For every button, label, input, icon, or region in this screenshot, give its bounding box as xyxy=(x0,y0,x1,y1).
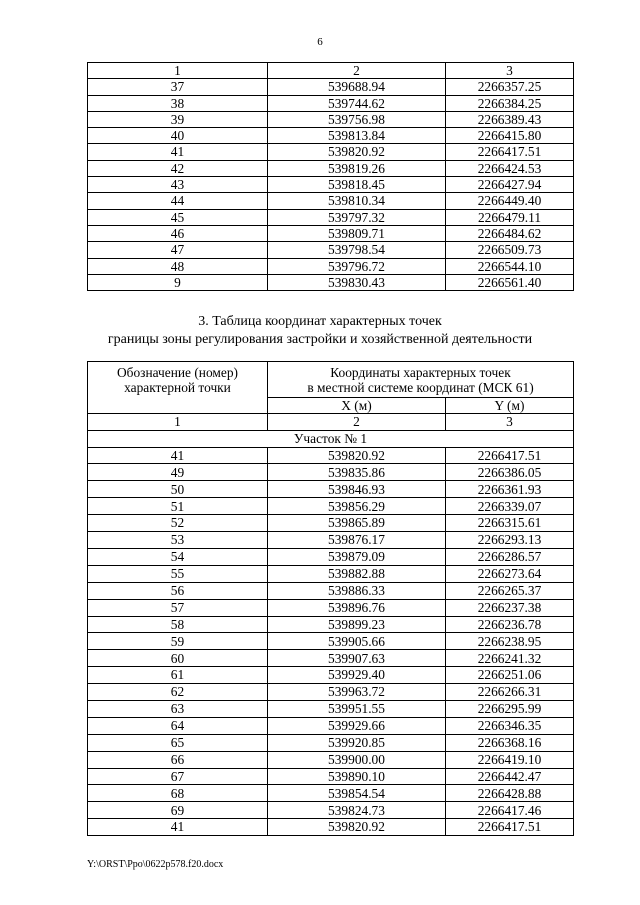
x-coordinate-cell: 539797.32 xyxy=(268,209,446,225)
point-number-cell: 41 xyxy=(88,819,268,836)
x-coordinate-cell: 539744.62 xyxy=(268,95,446,111)
y-coordinate-cell: 2266509.73 xyxy=(446,242,574,258)
table2-body xyxy=(88,362,574,836)
point-number-cell: 65 xyxy=(88,734,268,751)
point-number-cell: 48 xyxy=(88,258,268,274)
table-row xyxy=(88,160,574,176)
point-number-cell: 57 xyxy=(88,599,268,616)
x-coordinate-cell: 539879.09 xyxy=(268,548,446,565)
table-row xyxy=(88,717,574,734)
table-row xyxy=(88,650,574,667)
table-row xyxy=(88,144,574,160)
x-coordinate-cell: 539810.34 xyxy=(268,193,446,209)
table-row xyxy=(88,209,574,225)
y-coordinate-cell: 2266428.88 xyxy=(446,785,574,802)
section-label: Участок № 1 xyxy=(88,430,574,447)
table1-body xyxy=(88,63,574,291)
x-coordinate-cell: 539876.17 xyxy=(268,532,446,549)
table-row xyxy=(88,819,574,836)
y-coordinate-cell: 2266346.35 xyxy=(446,717,574,734)
y-coordinate-cell: 2266368.16 xyxy=(446,734,574,751)
y-coordinate-cell: 2266265.37 xyxy=(446,582,574,599)
table-row xyxy=(88,515,574,532)
y-coordinate-cell: 2266449.40 xyxy=(446,193,574,209)
x-coordinate-cell: 539820.92 xyxy=(268,144,446,160)
point-number-cell: 40 xyxy=(88,128,268,144)
table2-header-row xyxy=(88,362,574,398)
coordinates-table-continued xyxy=(87,62,574,291)
point-number-cell: 53 xyxy=(88,532,268,549)
y-coordinate-cell: 2266415.80 xyxy=(446,128,574,144)
point-number-cell: 55 xyxy=(88,565,268,582)
point-designation-header-line1: Обозначение (номер) xyxy=(117,365,238,380)
zone-coordinates-table xyxy=(87,361,574,836)
point-designation-header xyxy=(88,362,268,414)
y-coordinate-cell: 2266386.05 xyxy=(446,464,574,481)
x-header: X (м) xyxy=(268,397,446,413)
point-number-cell: 46 xyxy=(88,225,268,241)
point-number-cell: 43 xyxy=(88,177,268,193)
y-coordinate-cell: 2266544.10 xyxy=(446,258,574,274)
x-coordinate-cell: 539809.71 xyxy=(268,225,446,241)
y-coordinate-cell: 2266361.93 xyxy=(446,481,574,498)
y-coordinate-cell: 2266241.32 xyxy=(446,650,574,667)
y-coordinate-cell: 2266315.61 xyxy=(446,515,574,532)
table-row xyxy=(88,785,574,802)
point-number-cell: 41 xyxy=(88,144,268,160)
table2-numbers-row xyxy=(88,413,574,430)
table-row xyxy=(88,274,574,290)
x-coordinate-cell: 539896.76 xyxy=(268,599,446,616)
y-coordinate-cell: 2266417.51 xyxy=(446,447,574,464)
table-row xyxy=(88,498,574,515)
point-number-cell: 67 xyxy=(88,768,268,785)
table-row xyxy=(88,633,574,650)
table-row xyxy=(88,242,574,258)
table-row xyxy=(88,447,574,464)
point-number-cell: 49 xyxy=(88,464,268,481)
point-number-cell: 58 xyxy=(88,616,268,633)
point-number-cell: 51 xyxy=(88,498,268,515)
table-row xyxy=(88,193,574,209)
x-coordinate-cell: 539846.93 xyxy=(268,481,446,498)
point-number-cell: 69 xyxy=(88,802,268,819)
y-coordinate-cell: 2266238.95 xyxy=(446,633,574,650)
y-coordinate-cell: 2266384.25 xyxy=(446,95,574,111)
point-number-cell: 45 xyxy=(88,209,268,225)
x-coordinate-cell: 539920.85 xyxy=(268,734,446,751)
x-coordinate-cell: 539865.89 xyxy=(268,515,446,532)
y-coordinate-cell: 2266419.10 xyxy=(446,751,574,768)
y-coordinate-cell: 2266479.11 xyxy=(446,209,574,225)
section-title-line1: 3. Таблица координат характерных точек xyxy=(198,314,442,329)
table-row xyxy=(88,111,574,127)
y-coordinate-cell: 2266357.25 xyxy=(446,79,574,95)
table1-header-row xyxy=(88,63,574,79)
x-coordinate-cell: 539951.55 xyxy=(268,700,446,717)
coordinates-header-line2: в местной системе координат (МСК 61) xyxy=(307,380,534,396)
x-coordinate-cell: 539813.84 xyxy=(268,128,446,144)
point-number-cell: 9 xyxy=(88,274,268,290)
y-coordinate-cell: 2266442.47 xyxy=(446,768,574,785)
point-number-cell: 44 xyxy=(88,193,268,209)
table1-header-cell: 3 xyxy=(446,63,574,79)
x-coordinate-cell: 539886.33 xyxy=(268,582,446,599)
coordinates-header-line1: Координаты характерных точек xyxy=(330,365,511,380)
x-coordinate-cell: 539963.72 xyxy=(268,684,446,701)
table-row xyxy=(88,464,574,481)
table-row xyxy=(88,177,574,193)
x-coordinate-cell: 539907.63 xyxy=(268,650,446,667)
y-coordinate-cell: 2266417.51 xyxy=(446,819,574,836)
x-coordinate-cell: 539856.29 xyxy=(268,498,446,515)
point-designation-header-line2: характерной точки xyxy=(124,380,231,396)
y-coordinate-cell: 2266427.94 xyxy=(446,177,574,193)
table-row xyxy=(88,548,574,565)
x-coordinate-cell: 539835.86 xyxy=(268,464,446,481)
y-coordinate-cell: 2266561.40 xyxy=(446,274,574,290)
y-coordinate-cell: 2266293.13 xyxy=(446,532,574,549)
table-row xyxy=(88,667,574,684)
point-number-cell: 56 xyxy=(88,582,268,599)
x-coordinate-cell: 539820.92 xyxy=(268,447,446,464)
point-number-cell: 50 xyxy=(88,481,268,498)
y-coordinate-cell: 2266417.51 xyxy=(446,144,574,160)
y-coordinate-cell: 2266424.53 xyxy=(446,160,574,176)
x-coordinate-cell: 539796.72 xyxy=(268,258,446,274)
y-coordinate-cell: 2266273.64 xyxy=(446,565,574,582)
x-coordinate-cell: 539798.54 xyxy=(268,242,446,258)
x-coordinate-cell: 539830.43 xyxy=(268,274,446,290)
point-number-cell: 61 xyxy=(88,667,268,684)
x-coordinate-cell: 539819.26 xyxy=(268,160,446,176)
x-coordinate-cell: 539882.88 xyxy=(268,565,446,582)
table-row xyxy=(88,532,574,549)
y-coordinate-cell: 2266237.38 xyxy=(446,599,574,616)
table-row xyxy=(88,79,574,95)
point-number-cell: 54 xyxy=(88,548,268,565)
point-number-cell: 59 xyxy=(88,633,268,650)
x-coordinate-cell: 539905.66 xyxy=(268,633,446,650)
table-row xyxy=(88,481,574,498)
point-number-cell: 47 xyxy=(88,242,268,258)
x-coordinate-cell: 539899.23 xyxy=(268,616,446,633)
x-coordinate-cell: 539824.73 xyxy=(268,802,446,819)
section-title-line2: границы зоны регулирования застройки и хозяйственной деятельности xyxy=(107,332,533,347)
point-number-cell: 60 xyxy=(88,650,268,667)
point-number-cell: 37 xyxy=(88,79,268,95)
y-coordinate-cell: 2266484.62 xyxy=(446,225,574,241)
point-number-cell: 63 xyxy=(88,700,268,717)
table-row xyxy=(88,95,574,111)
table-row xyxy=(88,768,574,785)
table-row xyxy=(88,258,574,274)
table-row xyxy=(88,616,574,633)
table-row xyxy=(88,128,574,144)
table-row xyxy=(88,599,574,616)
coordinates-header xyxy=(268,362,574,398)
x-coordinate-cell: 539929.66 xyxy=(268,717,446,734)
x-coordinate-cell: 539688.94 xyxy=(268,79,446,95)
y-coordinate-cell: 2266295.99 xyxy=(446,700,574,717)
table2-number-cell: 1 xyxy=(88,413,268,430)
table1-header-cell: 1 xyxy=(88,63,268,79)
y-coordinate-cell: 2266251.06 xyxy=(446,667,574,684)
point-number-cell: 52 xyxy=(88,515,268,532)
x-coordinate-cell: 539900.00 xyxy=(268,751,446,768)
point-number-cell: 66 xyxy=(88,751,268,768)
point-number-cell: 39 xyxy=(88,111,268,127)
y-coordinate-cell: 2266286.57 xyxy=(446,548,574,565)
table-row xyxy=(88,734,574,751)
table1-header-cell: 2 xyxy=(268,63,446,79)
table-row xyxy=(88,684,574,701)
table-row xyxy=(88,700,574,717)
point-number-cell: 64 xyxy=(88,717,268,734)
table2-number-cell: 2 xyxy=(268,413,446,430)
table-row xyxy=(88,582,574,599)
x-coordinate-cell: 539820.92 xyxy=(268,819,446,836)
point-number-cell: 38 xyxy=(88,95,268,111)
file-path-footer: Y:\ORST\Ppo\0622p578.f20.docx xyxy=(87,859,224,870)
y-coordinate-cell: 2266236.78 xyxy=(446,616,574,633)
y-coordinate-cell: 2266389.43 xyxy=(446,111,574,127)
x-coordinate-cell: 539756.98 xyxy=(268,111,446,127)
section-title xyxy=(0,313,640,349)
table-row xyxy=(88,225,574,241)
x-coordinate-cell: 539818.45 xyxy=(268,177,446,193)
x-coordinate-cell: 539890.10 xyxy=(268,768,446,785)
y-coordinate-cell: 2266339.07 xyxy=(446,498,574,515)
point-number-cell: 68 xyxy=(88,785,268,802)
table-row xyxy=(88,751,574,768)
point-number-cell: 42 xyxy=(88,160,268,176)
point-number-cell: 62 xyxy=(88,684,268,701)
table-row xyxy=(88,802,574,819)
y-coordinate-cell: 2266266.31 xyxy=(446,684,574,701)
section-label-row xyxy=(88,430,574,447)
x-coordinate-cell: 539929.40 xyxy=(268,667,446,684)
x-coordinate-cell: 539854.54 xyxy=(268,785,446,802)
table2-number-cell: 3 xyxy=(446,413,574,430)
table-row xyxy=(88,565,574,582)
page-number: 6 xyxy=(317,36,323,48)
y-header: Y (м) xyxy=(446,397,574,413)
point-number-cell: 41 xyxy=(88,447,268,464)
y-coordinate-cell: 2266417.46 xyxy=(446,802,574,819)
